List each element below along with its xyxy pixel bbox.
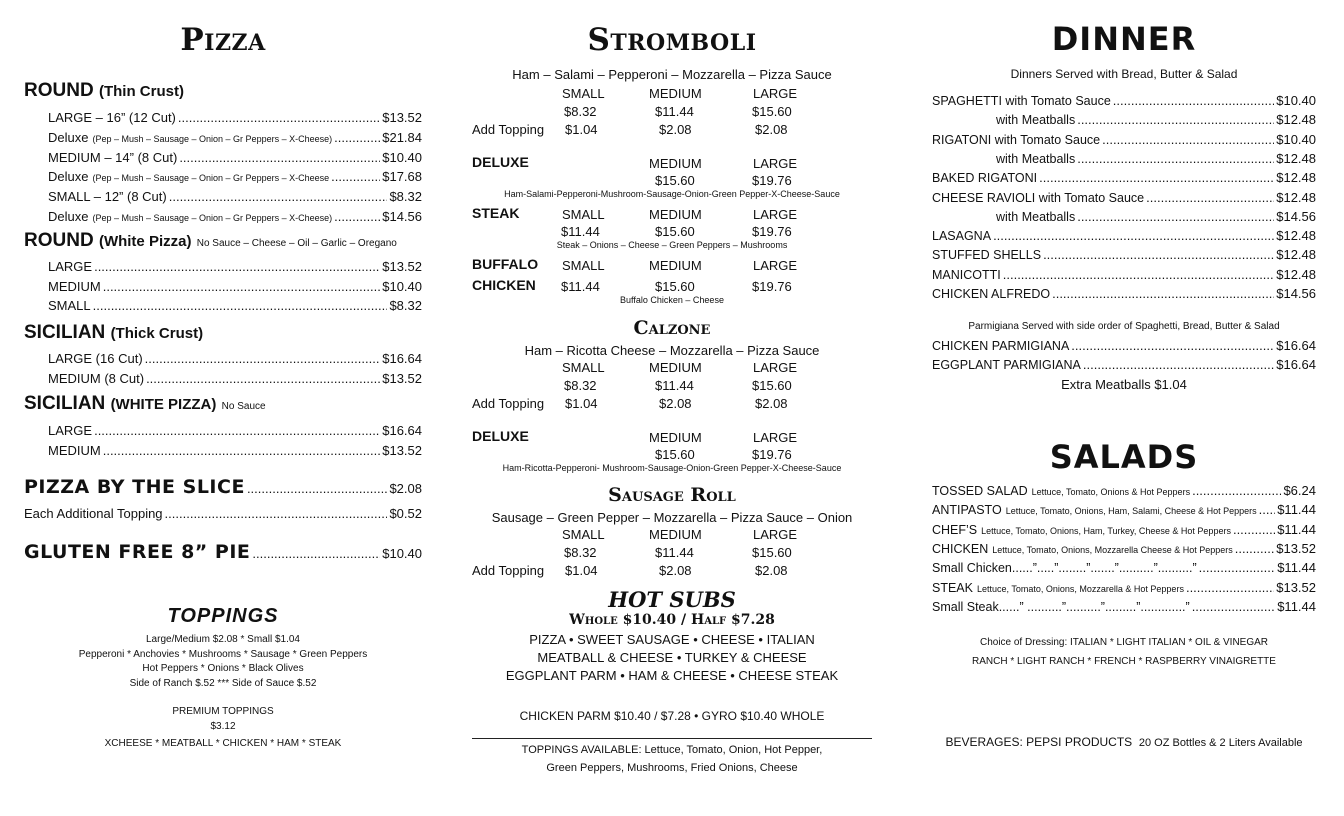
item-price: $21.84 xyxy=(382,129,422,145)
leader-dots xyxy=(1102,132,1274,147)
item-price: $10.40 xyxy=(382,149,422,165)
beverages-note: 20 OZ Bottles & 2 Liters Available xyxy=(1138,737,1303,749)
leader-dots xyxy=(1077,112,1274,127)
premium-title: PREMIUM TOPPINGS xyxy=(172,706,274,717)
item-label: MANICOTTI xyxy=(932,267,1001,282)
beverages-label: BEVERAGES: PEPSI PRODUCTS xyxy=(945,735,1133,749)
leader-dots xyxy=(165,506,388,521)
item-price: $16.64 xyxy=(1276,357,1316,373)
size-label: SMALL xyxy=(562,360,605,375)
dinner-subtitle: Dinners Served with Bread, Butter & Salad xyxy=(1010,67,1238,81)
item-price: $11.44 xyxy=(1277,502,1316,518)
calzone-title: Calzone xyxy=(633,317,711,339)
item-price: $10.40 xyxy=(382,278,422,294)
item-price: $12.48 xyxy=(1276,189,1316,205)
parm-note: Parmigiana Served with side order of Spaghetti, Bread, Butter & Salad xyxy=(968,321,1280,332)
heading-text: SICILIAN xyxy=(24,393,106,414)
item-price: $13.52 xyxy=(382,259,422,274)
heading-sub: (Thin Crust) xyxy=(98,83,184,100)
price: $19.76 xyxy=(752,279,792,294)
leader-dots xyxy=(1043,247,1274,262)
size-label: MEDIUM xyxy=(649,207,702,222)
item-label: SMALL xyxy=(48,298,91,313)
subs-line: PIZZA • SWEET SAUSAGE • CHEESE • ITALIAN xyxy=(529,632,815,647)
item-label: Deluxe xyxy=(48,169,89,185)
size-label: MEDIUM xyxy=(649,156,702,171)
premium-list: XCHEESE * MEATBALL * CHICKEN * HAM * STEAK xyxy=(104,738,342,749)
dressing-line: RANCH * LIGHT RANCH * FRENCH * RASPBERRY VINAIGRETTE xyxy=(972,656,1276,667)
add-topping-label: Add Topping xyxy=(472,122,545,137)
calzone-desc: Ham – Ricotta Cheese – Mozzarella – Pizza Sauce xyxy=(524,343,820,358)
dinner-title: DINNER xyxy=(1051,20,1197,58)
item-label: with Meatballs xyxy=(996,151,1076,166)
leader-dots xyxy=(1259,502,1276,517)
additional-label: Each Additional Topping xyxy=(24,506,163,521)
deluxe-note: Ham-Salami-Pepperoni-Mushroom-Sausage-Onion-Green Pepper-X-Cheese-Sauce xyxy=(504,189,840,199)
heading-sub: (White Pizza) xyxy=(98,233,192,250)
menu-row xyxy=(48,130,422,145)
item-label: CHICKEN xyxy=(932,541,989,556)
item-price: $12.48 xyxy=(1276,228,1316,244)
leader-dots xyxy=(103,279,381,294)
item-price: $8.32 xyxy=(389,189,422,205)
sausage-roll-desc: Sausage – Green Pepper – Mozzarella – Pizza Sauce – Onion xyxy=(491,510,853,525)
toppings-title: TOPPINGS xyxy=(167,605,279,627)
item-label: CHICKEN PARMIGIANA xyxy=(932,339,1070,353)
price: $19.76 xyxy=(752,447,792,462)
price: $2.08 xyxy=(659,396,692,411)
item-label: BAKED RIGATONI xyxy=(932,171,1038,186)
buffalo-label: BUFFALO xyxy=(472,256,539,272)
item-label: LASAGNA xyxy=(932,229,992,244)
item-label: MEDIUM xyxy=(48,278,101,294)
item-price: $10.40 xyxy=(1276,93,1316,108)
sausage-roll-title: Sausage Roll xyxy=(608,484,736,506)
add-topping-label: Add Topping xyxy=(472,396,545,411)
price: $1.04 xyxy=(565,396,598,411)
leader-dots xyxy=(1233,522,1275,537)
leader-dots xyxy=(94,259,380,274)
item-label: TOSSED SALAD xyxy=(932,484,1028,498)
leader-dots xyxy=(993,228,1274,243)
menu-row xyxy=(48,150,422,165)
hot-subs-price: Whole $10.40 / Half $7.28 xyxy=(569,612,775,628)
price: $15.60 xyxy=(655,224,695,239)
size-label: SMALL xyxy=(562,258,605,273)
leader-dots xyxy=(1192,599,1276,614)
leader-dots xyxy=(334,209,380,224)
menu-row xyxy=(996,209,1316,224)
menu-row xyxy=(932,560,1316,575)
item-note: Lettuce, Tomato, Onions & Hot Peppers xyxy=(1031,487,1191,497)
menu-row xyxy=(932,580,1316,595)
heading-text: SICILIAN xyxy=(24,322,106,343)
steak-note: Steak – Onions – Cheese – Green Peppers – Mushrooms xyxy=(556,240,788,250)
menu-row xyxy=(932,93,1316,108)
item-label: STUFFED SHELLS xyxy=(932,248,1042,263)
round-white-heading xyxy=(24,230,397,252)
leader-dots xyxy=(1146,190,1274,205)
item-note: (Pep – Mush – Sausage – Onion – Gr Peppers – X-Cheese) xyxy=(92,133,333,144)
leader-dots xyxy=(94,423,380,438)
menu-row xyxy=(48,169,422,184)
item-label: MEDIUM xyxy=(48,442,101,458)
toppings-line: Hot Peppers * Onions * Black Olives xyxy=(142,663,304,674)
item-price: $11.44 xyxy=(1277,521,1316,537)
gluten-label: GLUTEN FREE 8” PIE xyxy=(24,541,251,563)
leader-dots xyxy=(334,130,380,145)
item-label: Deluxe xyxy=(48,129,89,145)
price: $15.60 xyxy=(655,173,695,188)
size-label: SMALL xyxy=(562,207,605,222)
salads-title: SALADS xyxy=(1049,438,1199,476)
menu-row xyxy=(932,357,1316,372)
heading-note: No Sauce – Cheese – Oil – Garlic – Oregano xyxy=(196,238,397,249)
menu-row xyxy=(932,132,1316,147)
extra-meatballs: Extra Meatballs $1.04 xyxy=(1061,377,1187,392)
menu-row xyxy=(932,228,1316,243)
item-price: $8.32 xyxy=(389,298,422,313)
menu-row xyxy=(48,423,422,438)
size-label: SMALL xyxy=(562,86,605,101)
leader-dots xyxy=(103,443,381,458)
item-price: $13.52 xyxy=(382,110,422,125)
menu-row xyxy=(48,298,422,313)
item-label: with Meatballs xyxy=(996,209,1076,224)
item-label: LARGE xyxy=(48,423,93,438)
price: $2.08 xyxy=(755,122,788,137)
beverages-line xyxy=(932,735,1316,749)
leader-dots xyxy=(1077,209,1274,224)
leader-dots xyxy=(1186,580,1274,595)
additional-price: $0.52 xyxy=(389,506,422,521)
premium-price: $3.12 xyxy=(210,721,236,732)
heading-note: No Sauce xyxy=(221,401,266,412)
menu-row xyxy=(48,189,422,204)
menu-row xyxy=(932,522,1316,537)
item-label: CHEESE RAVIOLI with Tomato Sauce xyxy=(932,190,1145,205)
item-price: $14.56 xyxy=(382,209,422,224)
price: $2.08 xyxy=(659,563,692,578)
menu-row xyxy=(48,259,422,274)
item-price: $10.40 xyxy=(1276,131,1316,147)
item-price: $16.64 xyxy=(1276,338,1316,353)
size-label: MEDIUM xyxy=(649,86,702,101)
price: $19.76 xyxy=(752,173,792,188)
size-label: MEDIUM xyxy=(649,360,702,375)
menu-row xyxy=(48,110,422,125)
leader-dots xyxy=(247,481,388,496)
heading-sub: (WHITE PIZZA) xyxy=(110,396,217,413)
item-label: MEDIUM – 14” (8 Cut) xyxy=(48,149,178,165)
menu-row xyxy=(932,599,1316,614)
size-label: MEDIUM xyxy=(649,430,702,445)
leader-dots xyxy=(145,351,381,366)
menu-row xyxy=(932,267,1316,282)
item-note: Lettuce, Tomato, Onions, Ham, Salami, Cheese & Hot Peppers xyxy=(1005,506,1257,517)
leader-dots xyxy=(1071,338,1274,353)
additional-topping-row xyxy=(24,506,422,521)
toppings-line: Side of Ranch $.52 *** Side of Sauce $.52 xyxy=(129,678,317,689)
slice-price: $2.08 xyxy=(389,481,422,496)
price: $11.44 xyxy=(655,104,694,119)
deluxe-note: Ham-Ricotta-Pepperoni- Mushroom-Sausage-Onion-Green Pepper-X-Cheese-Sauce xyxy=(502,463,842,473)
menu-row xyxy=(932,286,1316,301)
leader-dots xyxy=(93,298,388,313)
size-label: SMALL xyxy=(562,527,605,542)
item-label: Deluxe xyxy=(48,209,89,224)
price: $15.60 xyxy=(655,279,695,294)
price: $2.08 xyxy=(659,122,692,137)
menu-row xyxy=(932,502,1316,517)
leader-dots xyxy=(1077,151,1274,166)
leader-dots xyxy=(1192,483,1281,498)
menu-row xyxy=(48,443,422,458)
leader-dots xyxy=(169,189,388,204)
item-price: $12.48 xyxy=(1276,112,1316,128)
item-label: EGGPLANT PARMIGIANA xyxy=(932,358,1081,373)
item-price: $16.64 xyxy=(382,351,422,366)
item-label: ANTIPASTO xyxy=(932,503,1002,518)
price: $15.60 xyxy=(752,378,792,393)
item-price: $11.44 xyxy=(1277,560,1316,576)
hot-subs-title: HOT SUBS xyxy=(608,587,736,612)
menu-row xyxy=(48,351,422,366)
toppings-line: Large/Medium $2.08 * Small $1.04 xyxy=(146,634,300,645)
chicken-label: CHICKEN xyxy=(472,277,536,293)
price: $15.60 xyxy=(752,545,792,560)
add-topping-label: Add Topping xyxy=(472,563,545,578)
size-label: MEDIUM xyxy=(649,258,702,273)
price: $2.08 xyxy=(755,396,788,411)
stromboli-desc: Ham – Salami – Pepperoni – Mozzarella – Pizza Sauce xyxy=(512,67,832,82)
menu-row xyxy=(932,247,1316,262)
heading-text: ROUND xyxy=(24,80,94,101)
price: $11.44 xyxy=(655,378,694,393)
round-thin-heading xyxy=(24,80,184,102)
size-label: LARGE xyxy=(753,527,798,542)
menu-row xyxy=(932,541,1316,556)
sicilian-white-heading xyxy=(24,393,266,415)
item-label: CHICKEN ALFREDO xyxy=(932,287,1051,301)
leader-dots xyxy=(179,150,380,165)
price: $1.04 xyxy=(565,122,598,137)
leader-dots xyxy=(178,110,380,125)
item-price: $6.24 xyxy=(1283,483,1316,498)
price: $8.32 xyxy=(564,104,597,119)
subs-line: EGGPLANT PARM • HAM & CHEESE • CHEESE STEAK xyxy=(505,668,839,683)
heading-sub: (Thick Crust) xyxy=(110,325,204,342)
item-price: $13.52 xyxy=(1276,540,1316,556)
item-label: Small Chicken......”.....”........”.......”..........”..........” xyxy=(932,561,1197,576)
price: $8.32 xyxy=(564,378,597,393)
item-label: Small Steak......” ..........”..........”.........”.............” xyxy=(932,599,1190,614)
item-label: SPAGHETTI with Tomato Sauce xyxy=(932,94,1111,108)
leader-dots xyxy=(146,371,380,386)
size-label: LARGE xyxy=(753,156,798,171)
menu-row xyxy=(932,190,1316,205)
menu-row xyxy=(932,483,1316,498)
item-price: $13.52 xyxy=(382,370,422,386)
item-note: Lettuce, Tomato, Onions, Ham, Turkey, Cheese & Hot Peppers xyxy=(981,525,1231,536)
item-price: $13.52 xyxy=(382,442,422,458)
price: $11.44 xyxy=(561,224,600,239)
divider xyxy=(472,738,872,739)
item-label: CHEF’S xyxy=(932,522,978,537)
item-label: SMALL – 12” (8 Cut) xyxy=(48,189,167,205)
leader-dots xyxy=(252,546,380,561)
price: $19.76 xyxy=(752,224,792,239)
price: $1.04 xyxy=(565,563,598,578)
pizza-title: Pizza xyxy=(180,22,266,58)
leader-dots xyxy=(1083,357,1274,372)
item-label: with Meatballs xyxy=(996,113,1076,128)
item-label: RIGATONI with Tomato Sauce xyxy=(932,132,1101,147)
steak-label: STEAK xyxy=(472,205,520,221)
leader-dots xyxy=(1113,93,1274,108)
leader-dots xyxy=(1235,541,1275,556)
size-label: LARGE xyxy=(753,360,798,375)
item-price: $11.44 xyxy=(1277,598,1316,614)
menu-row xyxy=(996,151,1316,166)
item-label: LARGE xyxy=(48,259,93,274)
item-note: Lettuce, Tomato, Onions, Mozzarella Cheese & Hot Peppers xyxy=(992,544,1233,555)
menu-row xyxy=(996,112,1316,127)
item-note: (Pep – Mush – Sausage – Onion – Gr Peppers – X-Cheese xyxy=(92,173,330,184)
item-price: $14.56 xyxy=(1276,208,1316,224)
stromboli-title: Stromboli xyxy=(587,22,757,58)
leader-dots xyxy=(1199,560,1276,575)
menu-row xyxy=(932,170,1316,185)
slice-row xyxy=(24,476,422,498)
price: $11.44 xyxy=(655,545,694,560)
subs-toppings: Green Peppers, Mushrooms, Fried Onions, Cheese xyxy=(546,762,798,774)
dressing-line: Choice of Dressing: ITALIAN * LIGHT ITALIAN * OIL & VINEGAR xyxy=(979,637,1269,648)
menu-row xyxy=(48,209,422,224)
size-label: MEDIUM xyxy=(649,527,702,542)
buffalo-note: Buffalo Chicken – Cheese xyxy=(620,295,724,305)
subs-line: MEATBALL & CHEESE • TURKEY & CHEESE xyxy=(537,650,807,665)
subs-toppings: TOPPINGS AVAILABLE: Lettuce, Tomato, Onion, Hot Pepper, xyxy=(521,744,823,756)
sicilian-thick-heading xyxy=(24,322,203,344)
toppings-line: Pepperoni * Anchovies * Mushrooms * Sausage * Green Peppers xyxy=(78,649,368,660)
leader-dots xyxy=(1003,267,1274,282)
leader-dots xyxy=(1039,170,1274,185)
gluten-price: $10.40 xyxy=(382,546,422,561)
size-label: LARGE xyxy=(753,430,798,445)
item-price: $17.68 xyxy=(382,169,422,185)
subs-extra: CHICKEN PARM $10.40 / $7.28 • GYRO $10.40 WHOLE xyxy=(519,709,825,723)
item-label: STEAK xyxy=(932,580,973,595)
item-label: MEDIUM (8 Cut) xyxy=(48,370,145,386)
price: $15.60 xyxy=(655,447,695,462)
size-label: LARGE xyxy=(753,258,798,273)
item-price: $12.48 xyxy=(1276,150,1316,166)
menu-row xyxy=(48,371,422,386)
deluxe-label: DELUXE xyxy=(472,428,529,444)
item-price: $14.56 xyxy=(1276,286,1316,301)
leader-dots xyxy=(331,169,380,184)
size-label: LARGE xyxy=(753,207,798,222)
price: $11.44 xyxy=(561,279,600,294)
heading-text: ROUND xyxy=(24,230,94,251)
menu-row xyxy=(48,279,422,294)
item-price: $13.52 xyxy=(1276,579,1316,595)
slice-label: PIZZA BY THE SLICE xyxy=(24,476,245,498)
item-price: $12.48 xyxy=(1276,170,1316,186)
item-note: (Pep – Mush – Sausage – Onion – Gr Peppers – X-Cheese) xyxy=(92,213,333,223)
size-label: LARGE xyxy=(753,86,798,101)
price: $2.08 xyxy=(755,563,788,578)
item-label: LARGE – 16” (12 Cut) xyxy=(48,110,176,125)
menu-row xyxy=(932,338,1316,353)
item-price: $12.48 xyxy=(1276,247,1316,263)
gluten-free-row xyxy=(24,541,422,563)
leader-dots xyxy=(1052,286,1274,301)
deluxe-label: DELUXE xyxy=(472,154,529,170)
item-price: $16.64 xyxy=(382,423,422,438)
item-label: LARGE (16 Cut) xyxy=(48,351,143,366)
item-note: Lettuce, Tomato, Onions, Mozzarella & Hot Peppers xyxy=(977,583,1184,594)
price: $15.60 xyxy=(752,104,792,119)
item-price: $12.48 xyxy=(1276,266,1316,282)
price: $8.32 xyxy=(564,545,597,560)
